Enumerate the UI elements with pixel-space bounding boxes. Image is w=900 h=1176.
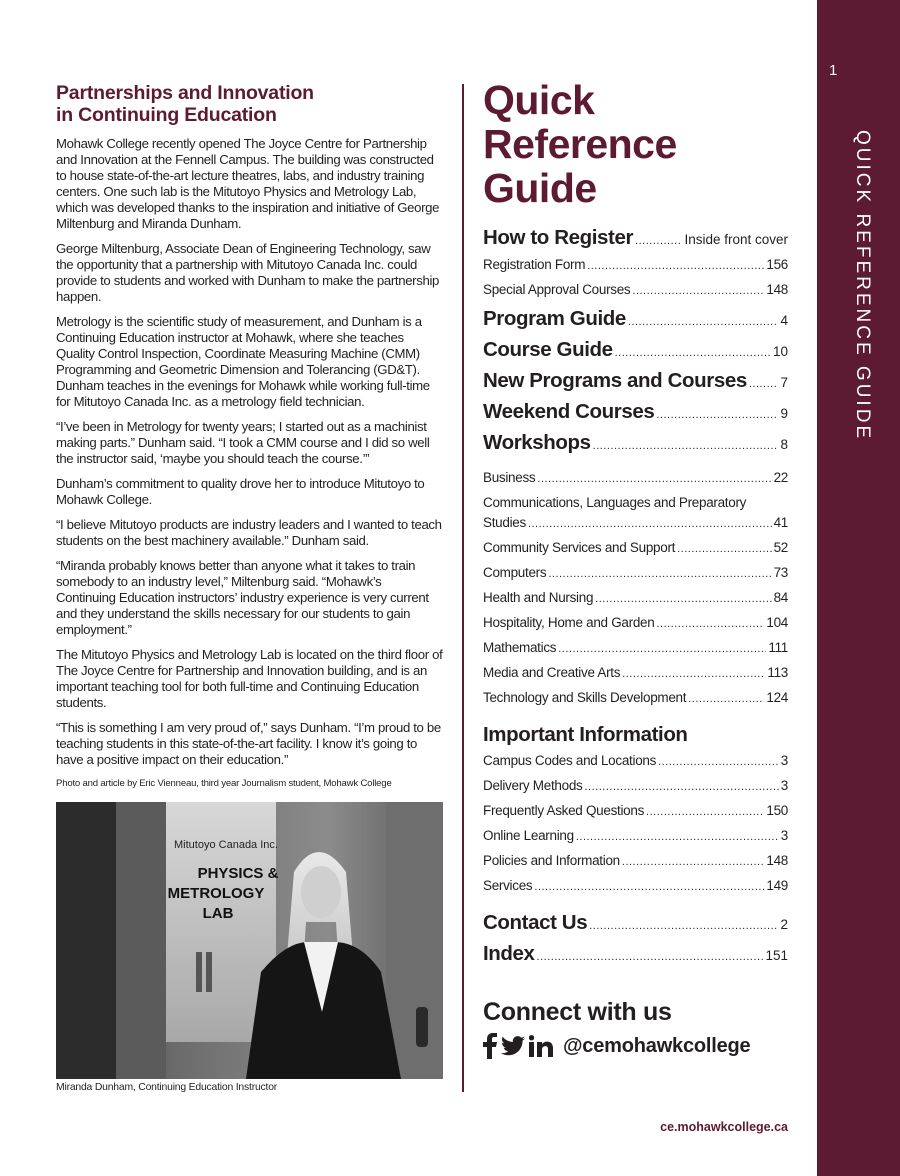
toc-page-number: 150 [766,803,788,818]
toc-label: Course Guide [483,338,613,361]
article-paragraph: Metrology is the scientific study of measurement, and Dunham is a Continuing Education instructor at Mohawk, where she teaches Quality Control Inspection, Coordinate Measuring Machine (CMM) Programming and Geometric Dimension and Tolerancing (GD&T). Dunham teaches in the evenings for Mohawk while working full-time for Mitutoyo Canada Inc. as a metrology field technician. [56,314,430,409]
toc-label: Hospitality, Home and Garden [483,615,655,630]
article-paragraph: “I’ve been in Metrology for twenty years; I started out as a machinist making parts.” Dunham said. “I took a CMM course and I did so well the instructor said, ‘maybe you should teach the course.’” [56,419,430,466]
toc-item-business: Business ..... 22 [483,470,788,495]
toc-leader [656,618,764,630]
toc-label: Health and Nursing [483,590,594,605]
article-paragraph: “I believe Mitutoyo products are industry leaders and I wanted to teach students on the best machinery available.” Dunham said. [56,517,442,548]
toc-leader [615,347,771,359]
toc-item-registration-form [483,257,788,282]
toc-page-number: 3 [780,778,788,793]
toc-page-number: 10 [772,344,788,359]
sign-company: Mitutoyo Canada Inc. [174,839,278,851]
toc-page-number: 111 [768,640,788,655]
article-credit: Photo and article by Eric Vienneau, third year Journalism student, Mohawk College [56,778,392,789]
facebook-icon[interactable] [483,1033,497,1059]
toc-item-communications-line1: Communications, Languages and Preparatory [483,495,747,510]
toc-label: Special Approval Courses [483,282,631,297]
toc-label: Delivery Methods [483,778,583,793]
social-handle[interactable]: @cemohawkcollege [563,1034,751,1057]
toc-leader [622,668,765,680]
toc-leader [635,235,682,247]
toc-leader [628,316,779,328]
article-title: Partnerships and Innovation in Continuing Education [56,82,314,126]
toc-page-number: 73 [773,565,788,580]
toc-label: How to Register [483,226,634,249]
toc-item-computers [483,565,788,590]
article-paragraph: Mohawk College recently opened The Joyce Centre for Partnership and Innovation at the Fennell Campus. The building was constructed to house state-of-the-art lecture theatres, labs, and industry training centers. One such lab is the Mitutoyo Physics and Metrology Lab, which was developed thanks to the inspiration and initiative of George Miltenburg and Miranda Dunham. [56,136,440,231]
column-divider [462,84,464,1092]
toc-page-number: 4 [780,313,788,328]
toc-label: Community Services and Support [483,540,676,555]
toc-item-communications: Studies ..... 41 [483,515,788,540]
side-title: QUICK REFERENCE GUIDE [852,130,873,442]
linkedin-icon[interactable] [529,1035,553,1057]
toc-item-policies-and-information [483,853,788,878]
toc-item-weekend-courses [483,400,788,431]
article-paragraph: The Mitutoyo Physics and Metrology Lab is located on the third floor of The Joyce Centre for Partnership and Innovation building, and is an important teaching tool for both full-time and Continuing Education students. [56,647,443,710]
toc-item-online-learning [483,828,788,853]
sign-line: METROLOGY [167,885,265,902]
toc-label: Online Learning [483,828,574,843]
toc-label: Policies and Information [483,853,620,868]
toc-label: Registration Form [483,257,586,272]
sidebar-band [817,0,900,1176]
toc-label: Workshops [483,431,591,454]
toc-item-course-guide [483,338,788,369]
toc-page-number: 3 [780,753,788,768]
toc-page-number: 124 [766,690,788,705]
guide-title: Quick Reference Guide [483,77,677,211]
sign-line: LAB [202,905,234,922]
toc-item-mathematics [483,640,788,665]
toc-item-new-programs-and-courses [483,369,788,400]
toc-label: Contact Us [483,911,588,934]
social-links [483,1033,750,1059]
toc-contact [483,911,788,973]
article-paragraph: “This is something I am very proud of,” says Dunham. “I’m proud to be teaching students in this state-of-the-art facility. I know it’s going to have a positive impact on their education.” [56,720,441,767]
toc-leader [593,440,779,452]
connect-section [483,998,750,1059]
toc-item-contact-us [483,911,788,942]
toc-label: Index [483,942,535,965]
toc-label: Mathematics [483,640,557,655]
toc-page-number: 104 [766,615,788,630]
toc-item-program-guide [483,307,788,338]
toc-page-number: 8 [780,437,788,452]
toc-page-number: 52 [773,540,788,555]
toc-item-hospitality-home-and-garden [483,615,788,640]
toc-item-services [483,878,788,903]
toc-page-number: 113 [767,665,788,680]
toc-label: Computers [483,565,547,580]
toc-item-campus-codes-and-locations [483,753,788,778]
toc-page-number: 148 [766,853,788,868]
toc-main [483,226,788,462]
toc-label: Weekend Courses [483,400,655,423]
toc-page-number: 7 [780,375,788,390]
toc-label: Services [483,878,533,893]
toc-page-number: 9 [780,406,788,421]
toc-leader [589,920,778,932]
toc-label: Media and Creative Arts [483,665,621,680]
toc-page-number: 151 [765,948,788,963]
toc-label: Technology and Skills Development [483,690,687,705]
article [56,82,444,790]
toc-label: New Programs and Courses [483,369,747,392]
instructor-photo [56,802,443,1079]
toc-leader [576,831,779,843]
toc-leader [622,856,764,868]
photo-caption: Miranda Dunham, Continuing Education Instructor [56,1082,278,1093]
toc-item-health-and-nursing [483,590,788,615]
connect-title: Connect with us [483,998,672,1026]
toc-leader [688,693,764,705]
important-information-heading: Important Information [483,723,688,746]
toc-label: Frequently Asked Questions [483,803,645,818]
toc-leader [658,756,779,768]
toc-page-number: 156 [766,257,788,272]
toc-leader [677,543,771,555]
toc-leader [656,409,778,421]
toc-item-community-services-and-support [483,540,788,565]
toc-item-frequently-asked-questions [483,803,788,828]
toc-label: Campus Codes and Locations [483,753,657,768]
toc-page-number: 2 [780,917,788,932]
toc-page-number: 84 [773,590,788,605]
article-paragraph: Dunham’s commitment to quality drove her to introduce Mitutoyo to Mohawk College. [56,476,425,507]
toc-item-index [483,942,788,973]
toc-item-special-approval-courses [483,282,788,307]
toc-subjects [483,540,788,715]
toc-item-delivery-methods [483,778,788,803]
toc-page-number: 3 [780,828,788,843]
toc-leader [587,260,764,272]
toc-item-media-and-creative-arts [483,665,788,690]
twitter-icon[interactable] [501,1036,525,1056]
toc-leader [646,806,764,818]
toc-leader [534,881,764,893]
toc-leader [537,951,764,963]
page-number: 1 [829,62,838,79]
toc-leader [548,568,771,580]
toc-leader [632,285,764,297]
sign-line: PHYSICS & [197,865,279,882]
toc-leader [585,781,779,793]
quick-reference-guide [483,78,788,973]
website-link[interactable]: ce.mohawkcollege.ca [660,1120,788,1134]
toc-leader [749,378,779,390]
toc-item-how-to-register [483,226,788,257]
article-paragraph: “Miranda probably knows better than anyone what it takes to train somebody to an industry level,” Miltenburg said. “Mohawk’s Continuing Education instructors’ industry experience is very current and they understand the skills necessary for our students to gain employment.” [56,558,429,637]
toc-leader [595,593,771,605]
toc-page-number: 149 [766,878,788,893]
article-paragraph: George Miltenburg, Associate Dean of Engineering Technology, saw the opportunity that a partnership with Mitutoyo Canada Inc. could provide to students and worked with Dunham to make the partnership happen. [56,241,440,304]
toc-page-number: Inside front cover [684,232,788,247]
toc-leader [558,643,766,655]
toc-important [483,753,788,903]
toc-item-workshops [483,431,788,462]
toc-page-number: 148 [766,282,788,297]
toc-label: Program Guide [483,307,626,330]
toc-item-technology-and-skills-development [483,690,788,715]
